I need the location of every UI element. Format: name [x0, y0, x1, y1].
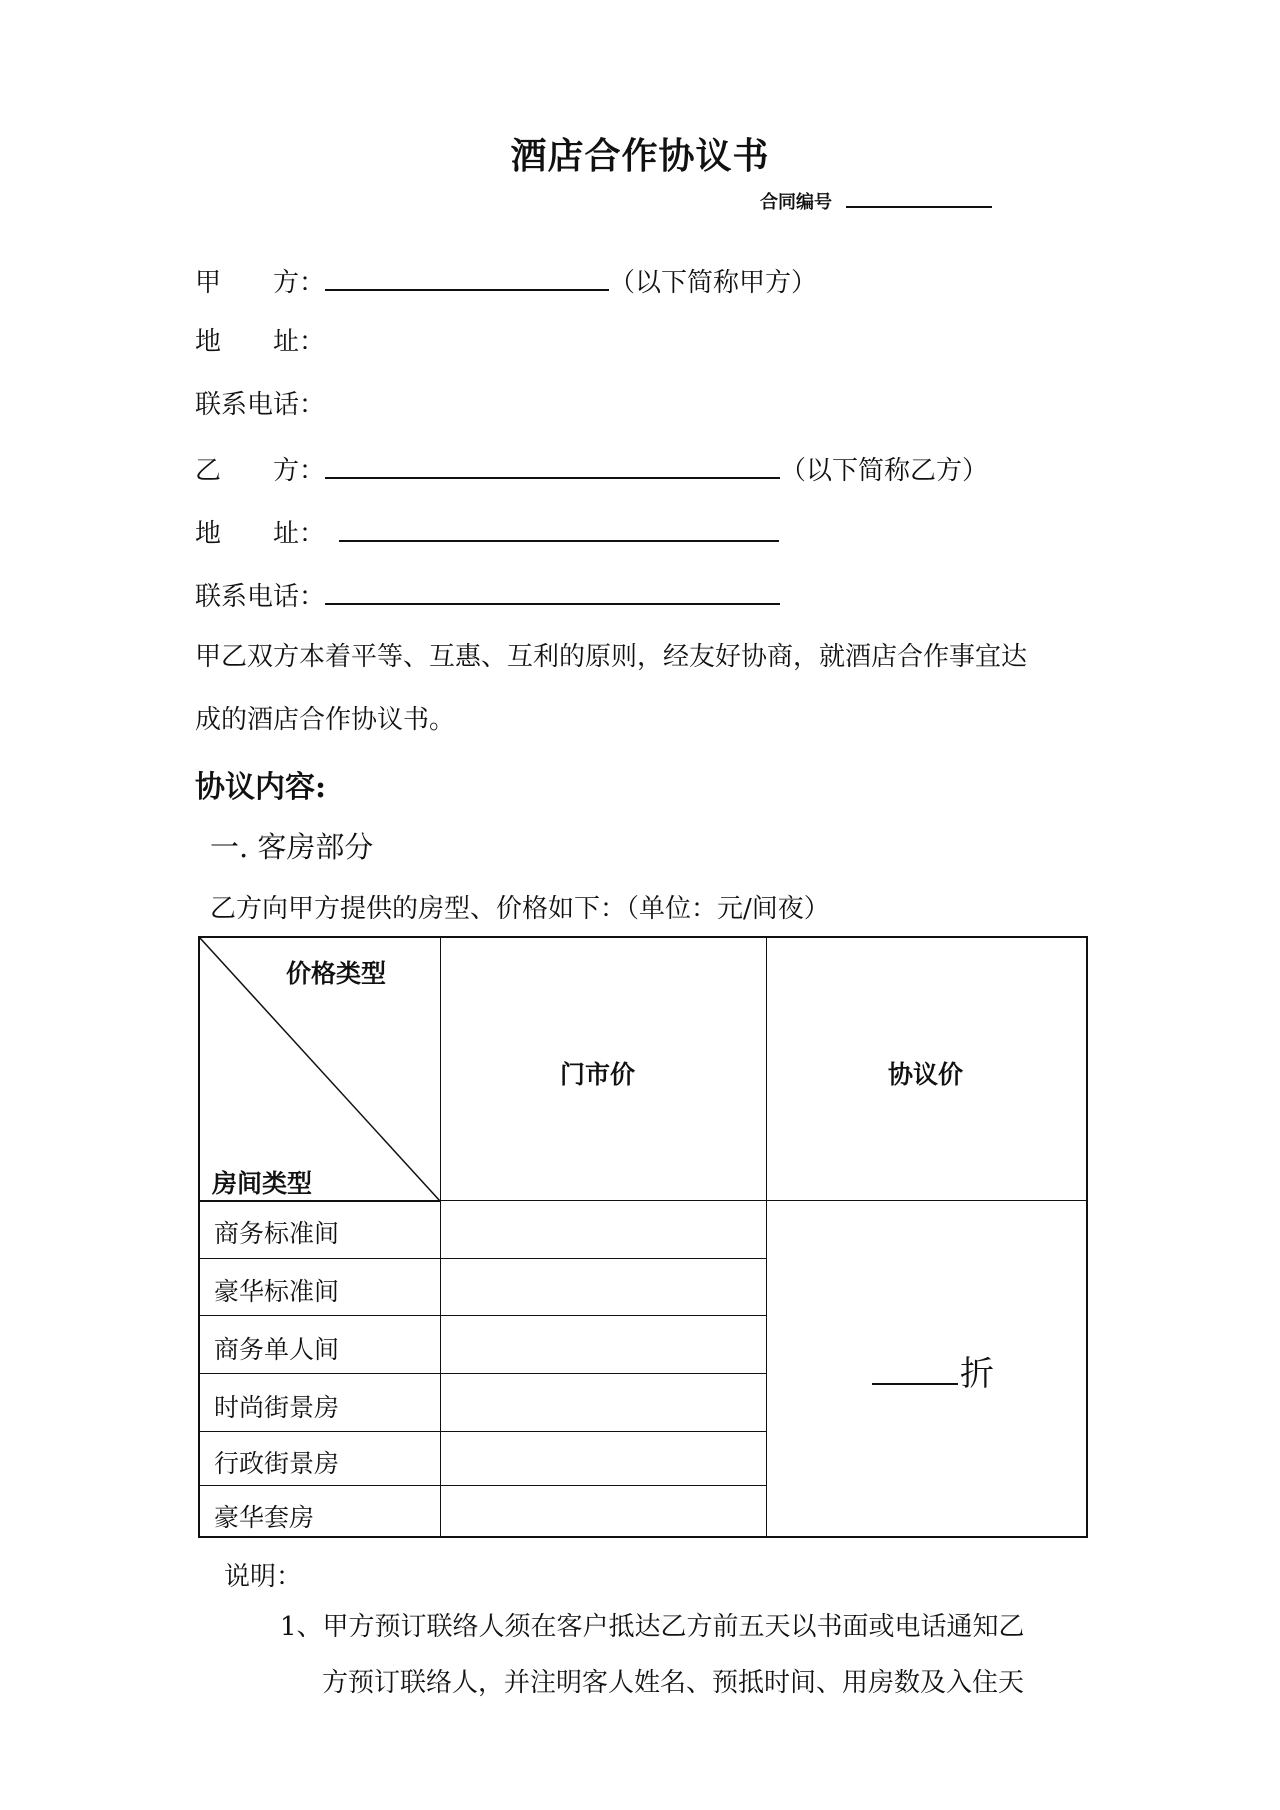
- note-item-1-line-2: 方预订联络人，并注明客人姓名、预抵时间、用房数及入住天: [322, 1668, 1025, 1698]
- discount-unit: 折: [960, 1354, 994, 1394]
- party-a-phone-label: 联系电话：: [195, 390, 326, 420]
- party-b-phone-blank: [325, 577, 780, 605]
- note-item-1-line-1: 1、甲方预订联络人须在客户抵达乙方前五天以书面或电话通知乙: [280, 1612, 1025, 1642]
- corner-top-label: 价格类型: [286, 959, 387, 988]
- party-a-address-label: 地 址：: [195, 327, 326, 357]
- notes-label: 说明：: [224, 1562, 303, 1592]
- contract-number-label: 合同编号: [760, 192, 832, 213]
- party-b-phone-row: [195, 577, 780, 614]
- intro-line-1: 甲乙双方本着平等、互惠、互利的原则，经友好协商，就酒店合作事宜达: [195, 642, 1028, 672]
- party-b-address-row: [195, 514, 779, 551]
- section-title: 协议内容:: [195, 770, 327, 805]
- agreed-rate-header: 协议价: [888, 1060, 964, 1089]
- party-b-row: [195, 451, 988, 488]
- table-col-divider-2: [766, 938, 767, 1536]
- rack-rate-header: 门市价: [560, 1060, 636, 1089]
- row-divider: [200, 1431, 766, 1432]
- party-b-address-blank: [339, 514, 779, 542]
- header-divider-right: [440, 1200, 1088, 1201]
- party-a-blank: [325, 263, 609, 291]
- room-type-label: 豪华标准间: [214, 1277, 340, 1306]
- party-a-phone-row: [195, 388, 325, 422]
- agreed-discount: [872, 1346, 994, 1395]
- row-divider: [200, 1373, 766, 1374]
- row-divider: [200, 1258, 766, 1259]
- price-table: [198, 936, 1088, 1538]
- room-type-label: 商务标准间: [214, 1219, 340, 1248]
- corner-bottom-label: 房间类型: [212, 1169, 313, 1198]
- contract-number-blank: [846, 188, 992, 208]
- party-a-row: [195, 263, 817, 300]
- party-a-suffix: （以下简称甲方）: [609, 268, 818, 298]
- table-col-divider-1: [440, 938, 441, 1536]
- room-type-label: 行政街景房: [214, 1449, 340, 1478]
- document-title: 酒店合作协议书: [510, 135, 770, 177]
- party-a-label: 甲 方：: [195, 268, 326, 298]
- room-type-label: 时尚街景房: [214, 1393, 340, 1422]
- party-b-address-label: 地 址：: [195, 519, 326, 549]
- room-type-label: 商务单人间: [214, 1335, 340, 1364]
- contract-number: [760, 188, 992, 214]
- intro-line-2: 成的酒店合作协议书。: [195, 705, 456, 735]
- price-intro: 乙方向甲方提供的房型、价格如下：（单位：元/间夜）: [210, 894, 830, 924]
- row-divider: [200, 1315, 766, 1316]
- row-divider: [200, 1485, 766, 1486]
- party-b-suffix: （以下简称乙方）: [780, 456, 989, 486]
- party-a-address-row: [195, 325, 325, 359]
- party-b-label: 乙 方：: [195, 456, 326, 486]
- party-b-phone-label: 联系电话：: [195, 582, 326, 612]
- discount-blank: [872, 1353, 958, 1385]
- subsection-title: 一. 客房部分: [210, 830, 374, 864]
- room-type-label: 豪华套房: [214, 1503, 315, 1532]
- party-b-blank: [325, 451, 780, 479]
